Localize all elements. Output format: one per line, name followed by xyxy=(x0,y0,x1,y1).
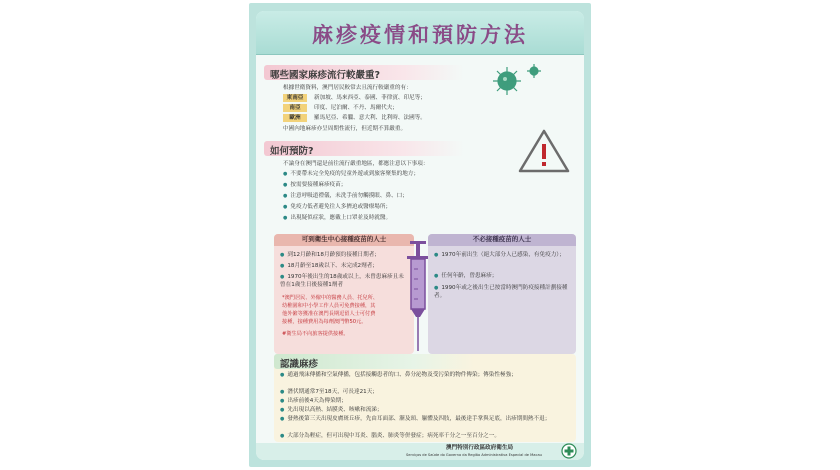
section-heading-about: 認識麻疹 xyxy=(274,354,474,369)
poster-inner xyxy=(256,11,584,460)
virus-icon xyxy=(486,61,546,103)
region-countries: 印度、尼泊爾、不丹、馬爾代夫； xyxy=(314,105,398,111)
vaccinate-note: 接種，接種費用為每劑澳門幣50元。 xyxy=(282,319,367,325)
list-item: ● 先出現以高熱、結膜炎、咳嗽和流涕； xyxy=(280,406,382,414)
section-heading-prevention: 如何預防? xyxy=(264,141,464,156)
footer-org-zh: 澳門特別行政區政府衛生局 xyxy=(446,445,514,451)
health-bureau-logo-icon xyxy=(561,443,577,459)
countries-footnote: 中國內地麻疹亦呈周期性流行，但近期不算嚴重。 xyxy=(283,126,407,132)
prevention-intro: 不論身在澳門還是前往流行嚴重地區，都應注意以下事項： xyxy=(283,161,429,167)
list-item: ● 1970年前出生（絕大部分人已感染，有免疫力）； xyxy=(434,251,570,259)
list-item: ● 按需要接種麻疹疫苗； xyxy=(283,181,346,189)
list-item: ● 潛伏期通常7至18天，可長達21天； xyxy=(280,388,378,396)
measles-poster xyxy=(249,3,591,467)
footer-org-pt: Serviços de Saúde do Governo da Região Administrativa Especial de Macau xyxy=(406,453,542,457)
list-item: ● 1990年或之後出生已按當時澳門防疫接種計劃接種者。 xyxy=(434,284,570,300)
list-item: ● 注意呼吸道禮儀，未洗手前勿觸摸眼、鼻、口； xyxy=(283,192,408,200)
section-heading-countries: 哪些國家麻疹流行較嚴重? xyxy=(264,65,464,80)
list-item: ● 大部分為輕症，但可出現中耳炎、腦炎、肺炎等併發症；病死率千分之一至百分之一。 xyxy=(280,432,500,440)
vaccinate-note: 他外僱等獲准在澳門長期逗留人士可付費 xyxy=(282,311,376,317)
region-label: 東南亞 xyxy=(283,94,307,102)
list-item: ● 1970年後出生的18歲或以上，未曾患麻疹且未曾在1歲生日後接種1劑者 xyxy=(280,273,408,289)
warning-icon xyxy=(518,128,570,174)
list-item: ● 任何年齡，曾患麻疹； xyxy=(434,272,497,280)
region-countries: 新加坡、馬來西亞、泰國、菲律賓、印尼等； xyxy=(314,95,426,101)
countries-intro: 根據世衛資料，澳門居民較常去且流行較嚴重的有： xyxy=(283,85,412,91)
region-countries: 羅馬尼亞、希臘、意大利、比利時、法國等。 xyxy=(314,115,426,121)
list-item: ● 到12月齡和18月齡預約接種日期者； xyxy=(280,251,380,259)
region-label: 歐洲 xyxy=(283,114,307,122)
no-need-box-heading: 不必接種疫苗的人士 xyxy=(428,234,576,246)
list-item: ● 發熱後第三天出現皮膚斑丘疹，先由耳面部、漸及頸、軀體及四肢，最後達手掌與足底，出疹期間熱不退； xyxy=(280,415,570,423)
list-item: ● 通過飛沫傳播和空氣傳播，包括接觸患者的口、鼻分泌物及受污染的物件傳染；傳染性極強； xyxy=(280,371,570,379)
list-item: ● 18月齡至18歲以下、未完成2劑者； xyxy=(280,262,378,270)
vaccinate-note: 幼稚園和中小學工作人員可免費接種，其 xyxy=(282,303,376,309)
vaccinate-box-heading: 可到衛生中心接種疫苗的人士 xyxy=(274,234,414,246)
title-banner xyxy=(256,11,584,55)
list-item: ● 出疹前後4天為傳染期； xyxy=(280,397,347,405)
list-item: ● 免疫力低者避免往人多擠迫或醫療場所； xyxy=(283,203,391,211)
region-label: 南亞 xyxy=(283,104,307,112)
vaccinate-note: #衛生局不向旅客提供接種。 xyxy=(282,331,349,337)
poster-title: 麻疹疫情和預防方法 xyxy=(312,22,528,47)
vaccinate-note: *澳門居民、外僱中的醫務人員、托兒所、 xyxy=(282,295,378,301)
list-item: ● 出現疑似症狀，應戴上口罩並及時就醫。 xyxy=(283,214,391,222)
list-item: ● 不要帶未完全免疫的兒童外遊或到旅客聚集的地方； xyxy=(283,170,419,178)
